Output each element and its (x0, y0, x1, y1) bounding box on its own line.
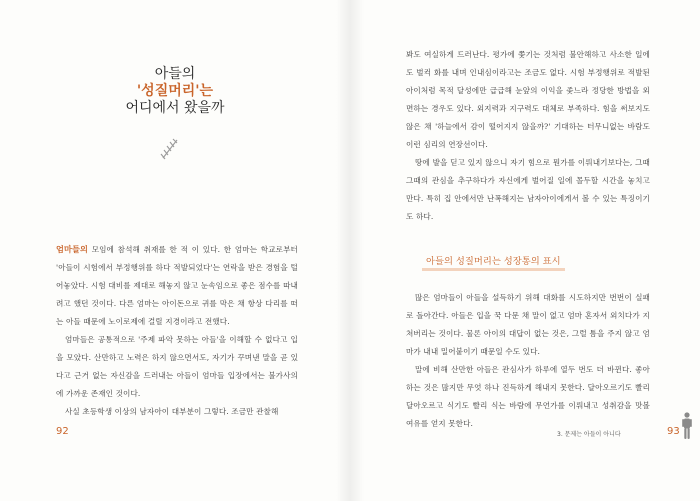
paragraph: 엄마들은 공통적으로 '주제 파악 못하는 아들'을 이해할 수 없다고 입을 모았다. 산만하고 노력은 하지 않으면서도, 자기가 꾸며낸 말을 곧 있다고 근거 없는 자신감을 드러내는 아들이 엄마들 입장에서는 불가사의에 가까운 존재인 것이다. (56, 335, 298, 398)
right-body-text-top (406, 46, 650, 226)
lead-word: 엄마들의 (56, 244, 89, 254)
running-head: 3. 문제는 아들이 아니다 (557, 431, 621, 438)
paragraph: 말에 비해 산만한 아들은 관심사가 하루에 열두 번도 더 바뀐다. 좋아하는 것은 많지만 무엇 하나 진득하게 해내지 못한다. 달아오르기도 빨리 달아오르고 식기도 빨리 식는 바람에 무언가를 이뤄내고 성취감을 맛볼 여유를 얻지 못한다. (406, 365, 650, 428)
chapter-title-highlight: '성질머리'는 (136, 83, 214, 99)
chapter-title-line1: 아들의 (154, 66, 196, 82)
right-body-text-bottom (406, 289, 650, 433)
chapter-title (110, 66, 240, 117)
right-page (350, 0, 700, 501)
paragraph: 땅에 발을 딛고 있지 않으니 자기 힘으로 뭔가를 이뤄내기보다는, 그때그때의 관심을 추구하다가 자신에게 벌어질 일에 몰두할 시간을 놓치고 만다. 특히 집 안에서만 난폭해지는 남자아이에게서 볼 수 있는 특징이기도 하다. (406, 158, 650, 221)
paragraph: 봐도 여실하게 드러난다. 평가에 쫓기는 것처럼 불안해하고 사소한 일에도 벌컥 화를 내며 인내심이라고는 조금도 없다. 시험 부정행위로 적발된 아이처럼 목적 달성에만 급급해 눈앞의 이익을 좇느라 정당한 방법을 외면하는 경우도 있다. 외지력과 지구력도 대체로 부족하다. 힘을 써보지도 않은 채 '하늘에서 감이 떨어지지 않을까?' 기대하는 터무니없는 바람도 이런 심리의 연장선이다. (406, 50, 650, 149)
left-body-text (56, 240, 298, 421)
paragraph: 엄마들의 모임에 참석해 취재를 한 적 이 있다. 한 엄마는 학교로부터 '아들이 시험에서 부정행위를 하다 적발되었다'는 연락을 받은 경험을 털어놓았다. 시험 대비를 제대로 해놓지 않고 눈속임으로 좋은 점수를 따내려고 했던 것이다. 다른 엄마는 아이돈으로 귀를 막은 채 항상 다리를 떠는 아들 때문에 노이로제에 걸릴 지경이라고 전했다. (56, 244, 298, 326)
chapter-title-line3: 어디에서 왔을까 (125, 100, 225, 116)
paragraph: 많은 엄마들이 아들을 설득하기 위해 대화를 시도하지만 번번이 실패로 돌아간다. 아들은 입을 꾹 다문 채 말이 없고 엄마 혼자서 외치다가 지쳐버리는 것이다. 물론 아이의 대답이 없는 것은, 그럴 틈을 주지 않고 엄마가 내내 밀어붙이기 때문일 수도 있다. (406, 293, 650, 356)
ornament-icon (160, 138, 180, 160)
page-number-left: 92 (56, 426, 69, 437)
person-figure-icon (680, 412, 694, 440)
page-number-right: 93 (667, 426, 680, 437)
paragraph: 사실 초등학생 이상의 남자아이 대부분이 그렇다. 조금만 관찰해 (65, 407, 279, 416)
section-heading: 아들의 성질머리는 성장통의 표시 (422, 251, 565, 271)
